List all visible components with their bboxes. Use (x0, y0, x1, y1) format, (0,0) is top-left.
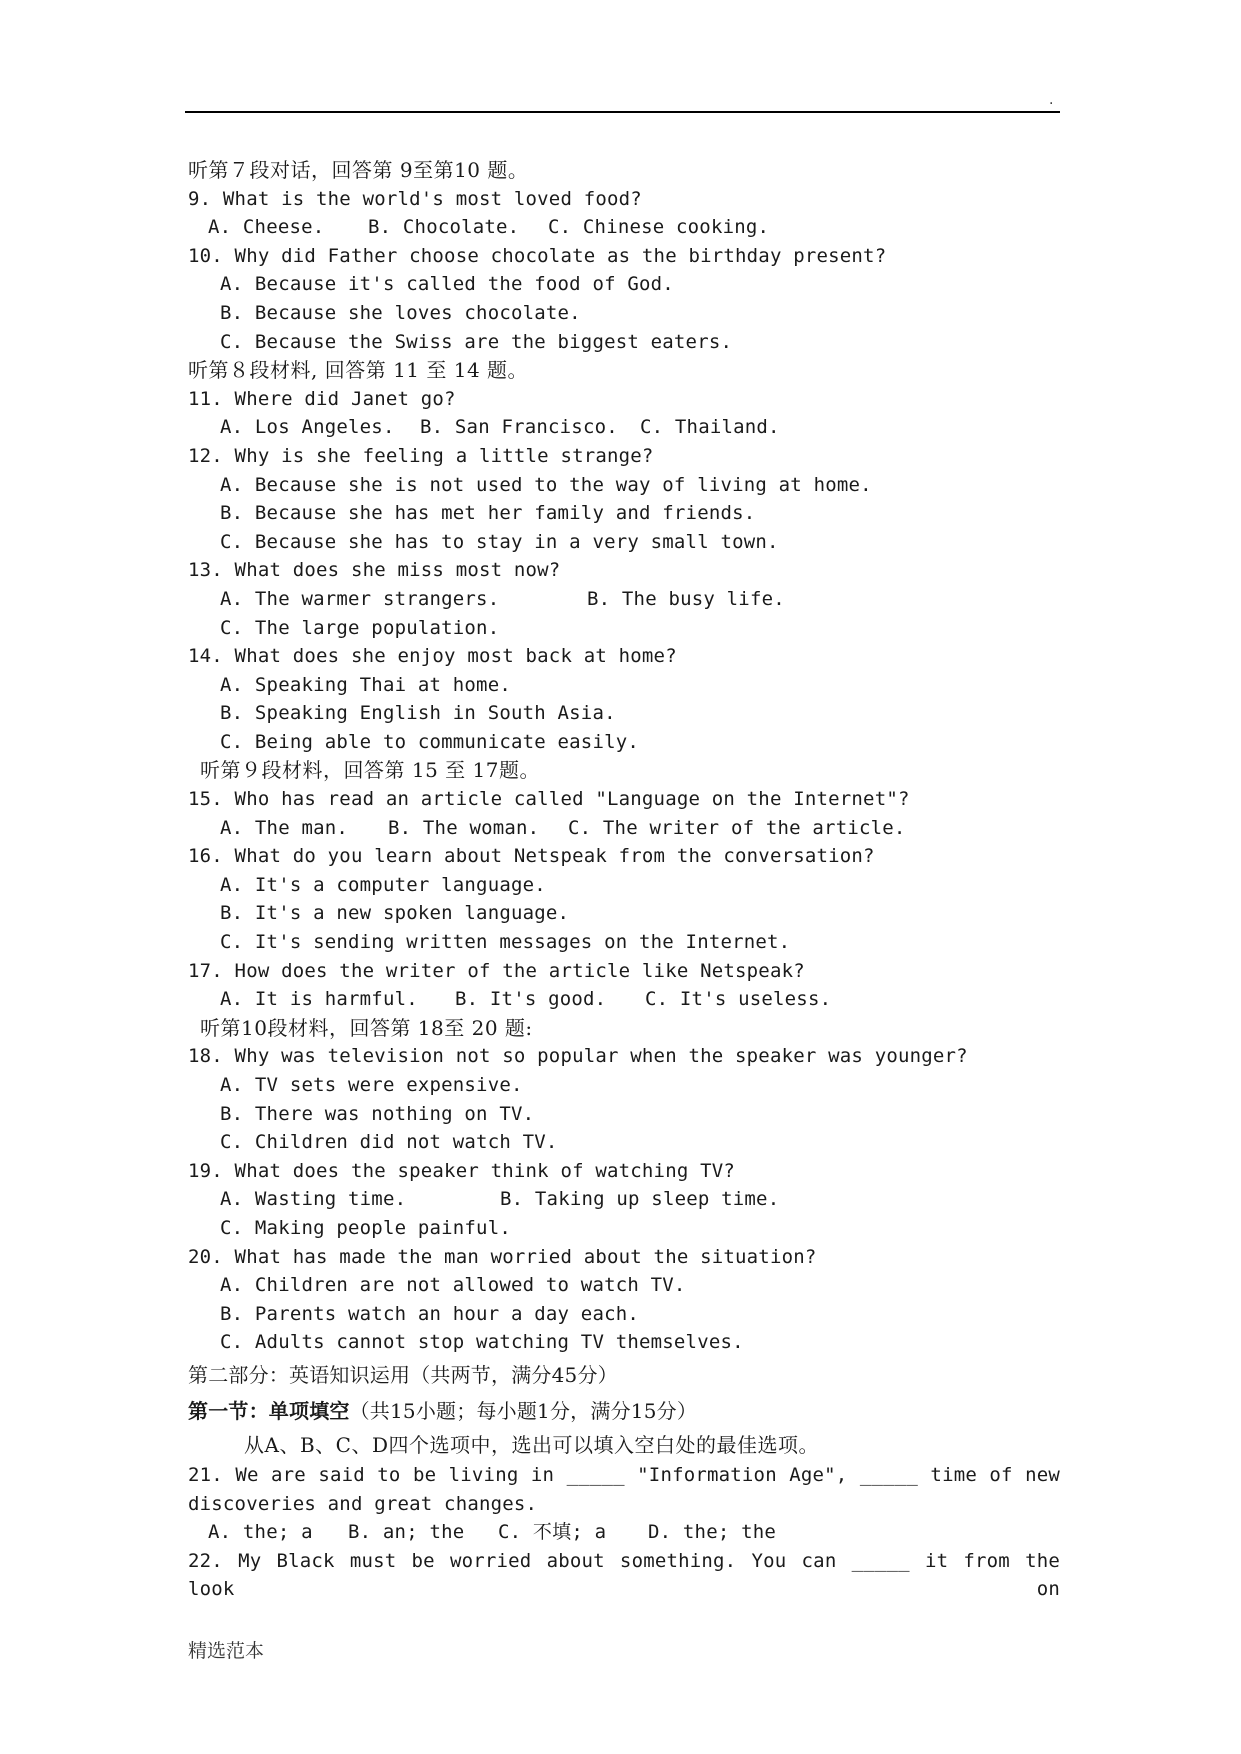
option-16a: A. It's a computer language. (220, 873, 546, 896)
option-9c: C. Chinese cooking. (548, 216, 770, 239)
option-13b: B. The busy life. (587, 587, 785, 610)
option-21d: D. the; the (648, 1521, 777, 1544)
question-9-options (188, 213, 1060, 242)
option-19b: B. Taking up sleep time. (500, 1188, 780, 1211)
option-17a: A. It is harmful. (220, 988, 418, 1011)
option-17b: B. It's good. (455, 988, 607, 1011)
question-12: 12. Why is she feeling a little strange? (188, 444, 654, 467)
option-14c: C. Being able to communicate easily. (220, 730, 640, 753)
option-13a: A. The warmer strangers. (220, 587, 500, 610)
question-21-line1: 21. We are said to be living in _____ "Information Age", _____ time of new (188, 1463, 1060, 1486)
question-17-options (188, 985, 1060, 1014)
question-9: 9. What is the world's most loved food? (188, 187, 642, 210)
section1-rest: （共15小题；每小题1分，满分15分） (349, 1398, 698, 1423)
option-14b: B. Speaking English in South Asia. (220, 702, 616, 725)
section-heading-8: 听第８段材料, 回答第 11 至 14 题。 (188, 358, 529, 383)
question-13: 13. What does she miss most now? (188, 559, 561, 582)
option-15a: A. The man. (220, 816, 349, 839)
question-21-line2: discoveries and great changes. (188, 1492, 538, 1515)
question-11-options (188, 413, 1060, 442)
option-14a: A. Speaking Thai at home. (220, 673, 511, 696)
option-9b: B. Chocolate. (368, 216, 520, 239)
question-18: 18. Why was television not so popular when the speaker was younger? (188, 1045, 968, 1068)
option-9a: A. Cheese. (208, 216, 325, 239)
option-17c: C. It's useless. (645, 988, 832, 1011)
option-12a: A. Because she is not used to the way of living at home. (220, 473, 872, 496)
option-15c: C. The writer of the article. (568, 816, 906, 839)
option-11a: A. Los Angeles. (220, 416, 395, 439)
option-16b: B. It's a new spoken language. (220, 902, 570, 925)
question-11: 11. Where did Janet go? (188, 387, 456, 410)
question-15: 15. Who has read an article called "Language on the Internet"? (188, 788, 910, 811)
section-heading-9: 听第９段材料，回答第 15 至 17题。 (200, 758, 540, 783)
question-10: 10. Why did Father choose chocolate as the birthday present? (188, 244, 887, 267)
document-body (188, 156, 1060, 1601)
option-18a: A. TV sets were expensive. (220, 1074, 523, 1096)
question-19: 19. What does the speaker think of watching TV? (188, 1159, 736, 1182)
option-21c: C. 不填; a (498, 1521, 607, 1544)
question-19-options-ab (188, 1185, 1060, 1214)
option-11c: C. Thailand. (640, 416, 780, 439)
question-13-options-ab (188, 585, 1060, 614)
option-12b: B. Because she has met her family and friends. (220, 502, 756, 525)
question-15-options (188, 814, 1060, 843)
part2-instruction: 从A、B、C、D四个选项中，选出可以填入空白处的最佳选项。 (244, 1432, 819, 1457)
option-19c: C. Making people painful. (220, 1216, 511, 1239)
option-13c: C. The large population. (220, 616, 500, 639)
option-16c: C. It's sending written messages on the Internet. (220, 931, 791, 954)
footer-text: 精选范本 (188, 1640, 265, 1662)
question-16: 16. What do you learn about Netspeak from the conversation? (188, 845, 875, 868)
option-21b: B. an; the (348, 1521, 465, 1544)
option-15b: B. The woman. (388, 816, 540, 839)
option-19a: A. Wasting time. (220, 1188, 407, 1211)
section-heading-10: 听第10段材料，回答第 18至 20 题: (200, 1015, 533, 1040)
option-10a: A. Because it's called the food of God. (220, 273, 674, 296)
part2-title: 第二部分：英语知识运用（共两节，满分45分） (188, 1362, 618, 1387)
option-20b: B. Parents watch an hour a day each. (220, 1302, 640, 1325)
section-heading-7: 听第７段对话，回答第 9至第10 题。 (188, 158, 529, 182)
option-20c: C. Adults cannot stop watching TV themselves. (220, 1331, 744, 1354)
option-18c: C. Children did not watch TV. (220, 1131, 558, 1154)
header-rule (185, 111, 1060, 113)
section1-bold-title: 第一节：单项填空 (188, 1398, 350, 1423)
option-20a: A. Children are not allowed to watch TV. (220, 1274, 686, 1297)
option-11b: B. San Francisco. (420, 416, 618, 439)
option-21a: A. the; a (208, 1521, 313, 1544)
part2-section1-heading (188, 1393, 1060, 1429)
option-12c: C. Because she has to stay in a very small town. (220, 530, 779, 553)
question-17: 17. How does the writer of the article like Netspeak? (188, 959, 805, 982)
question-14: 14. What does she enjoy most back at home? (188, 645, 677, 668)
question-21-options (188, 1518, 1060, 1547)
option-10b: B. Because she loves chocolate. (220, 301, 581, 324)
question-22-line1: 22. My Black must be worried about something. You can _____ it from the look on (188, 1549, 1060, 1601)
header-dot: . (1049, 92, 1054, 108)
option-18b: B. There was nothing on TV. (220, 1102, 535, 1125)
option-10c: C. Because the Swiss are the biggest eaters. (220, 330, 733, 353)
question-20: 20. What has made the man worried about the situation? (188, 1245, 817, 1268)
